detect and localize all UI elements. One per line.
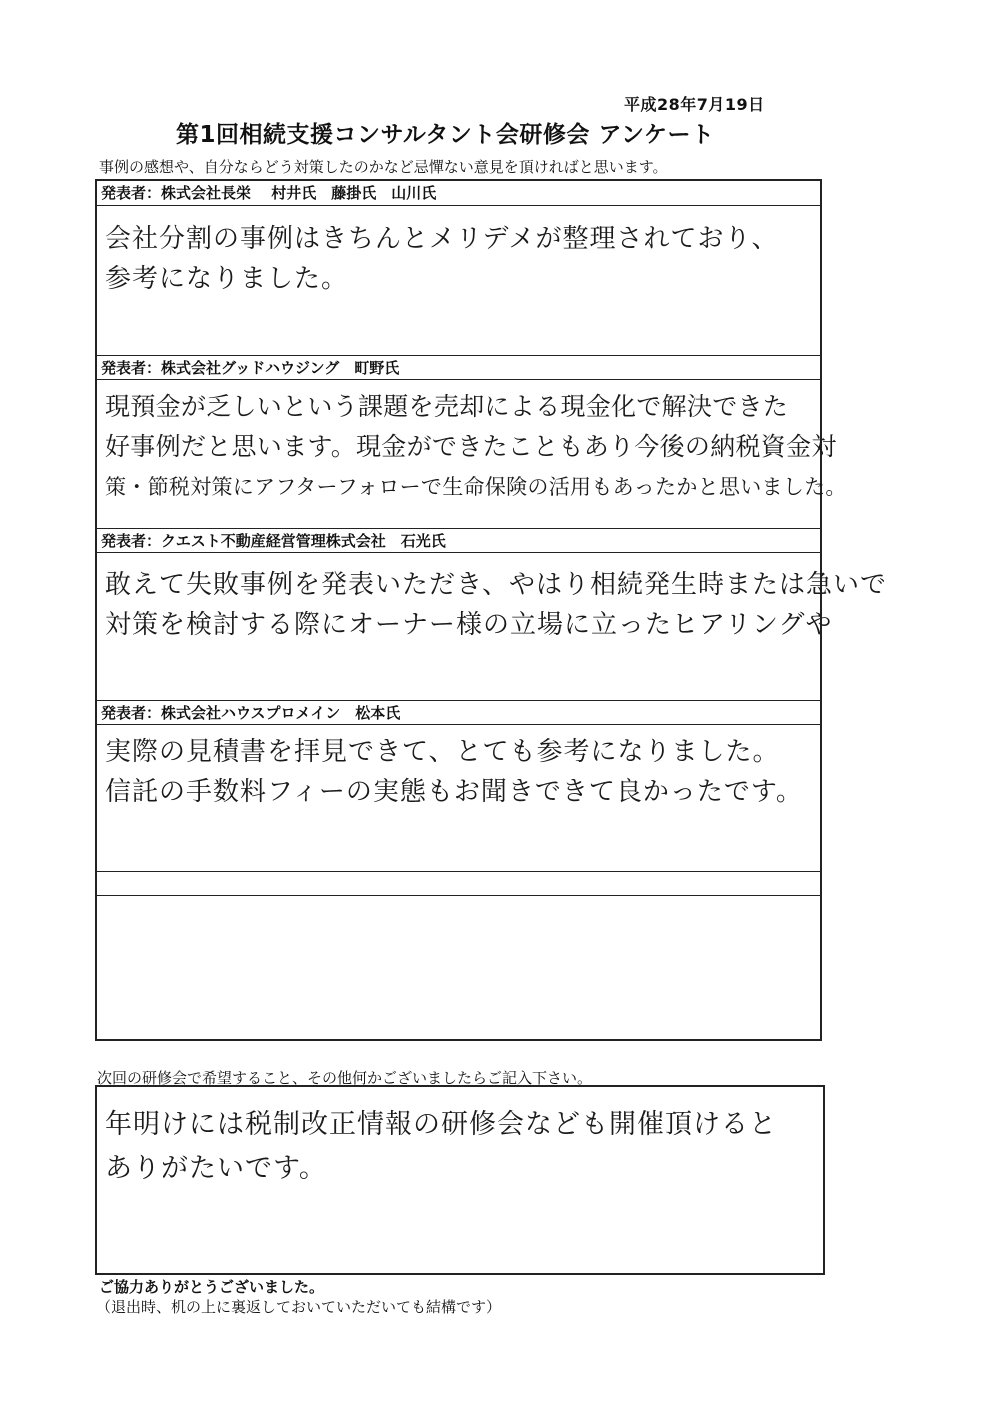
- presenter-comment-4: [105, 732, 803, 812]
- presenter-header-2: 発表者：株式会社グッドハウジング 町野氏: [97, 355, 820, 380]
- presenter-comment-3: [105, 565, 887, 645]
- survey-box: [95, 179, 887, 1041]
- request-label: 次回の研修会で希望すること、その他何かございましたらご記入下さい。: [97, 1069, 593, 1087]
- comment-line: 対策を検討する際にオーナー様の立場に立ったヒアリングや: [105, 610, 833, 640]
- comment-line: 参考になりました。: [105, 264, 349, 294]
- comment-line: ありがたいです。: [105, 1153, 327, 1184]
- comment-line: 現預金が乏しいという課題を売却による現金化で解決できた: [105, 392, 789, 421]
- empty-section-header-line: [97, 895, 820, 896]
- comment-line: 敢えて失敗事例を発表いただき、やはり相続発生時または急いで: [105, 570, 887, 600]
- comment-line: 好事例だと思います。現金ができたこともあり今後の納税資金対: [105, 432, 837, 461]
- survey-instruction: 事例の感想や、自分ならどう対策したのかなど忌憚ない意見を頂ければと思います。: [99, 158, 668, 176]
- return-note: （退出時、机の上に裏返しておいていただいても結構です）: [96, 1298, 502, 1316]
- presenter-header-4: 発表者：株式会社ハウスプロメイン 松本氏: [97, 700, 820, 725]
- survey-title: 第1回相続支援コンサルタント会研修会 アンケート: [176, 122, 715, 148]
- comment-line: 実際の見積書を拝見できて、とても参考になりました。: [105, 737, 780, 767]
- comment-line: 策・節税対策にアフターフォローで生命保険の活用もあったかと思いました。: [105, 475, 847, 499]
- presenter-comment-1: [105, 219, 778, 299]
- request-comment: [105, 1103, 777, 1191]
- survey-date: 平成28年7月19日: [624, 95, 765, 114]
- presenter-comment-2: [105, 387, 847, 507]
- request-box: [95, 1085, 825, 1275]
- comment-line: 信託の手数料フィーの実態もお聞きできて良かったです。: [105, 777, 803, 807]
- empty-section-top-line: [97, 871, 820, 872]
- presenter-header-1: 発表者：株式会社長栄 村井氏 藤掛氏 山川氏: [97, 181, 820, 206]
- comment-line: 会社分割の事例はきちんとメリデメが整理されており、: [105, 224, 779, 254]
- presenter-header-3: 発表者：クエスト不動産経営管理株式会社 石光氏: [97, 528, 820, 553]
- comment-line: 年明けには税制改正情報の研修会なども開催頂けると: [105, 1109, 777, 1140]
- thanks-text: ご協力ありがとうございました。: [99, 1278, 325, 1296]
